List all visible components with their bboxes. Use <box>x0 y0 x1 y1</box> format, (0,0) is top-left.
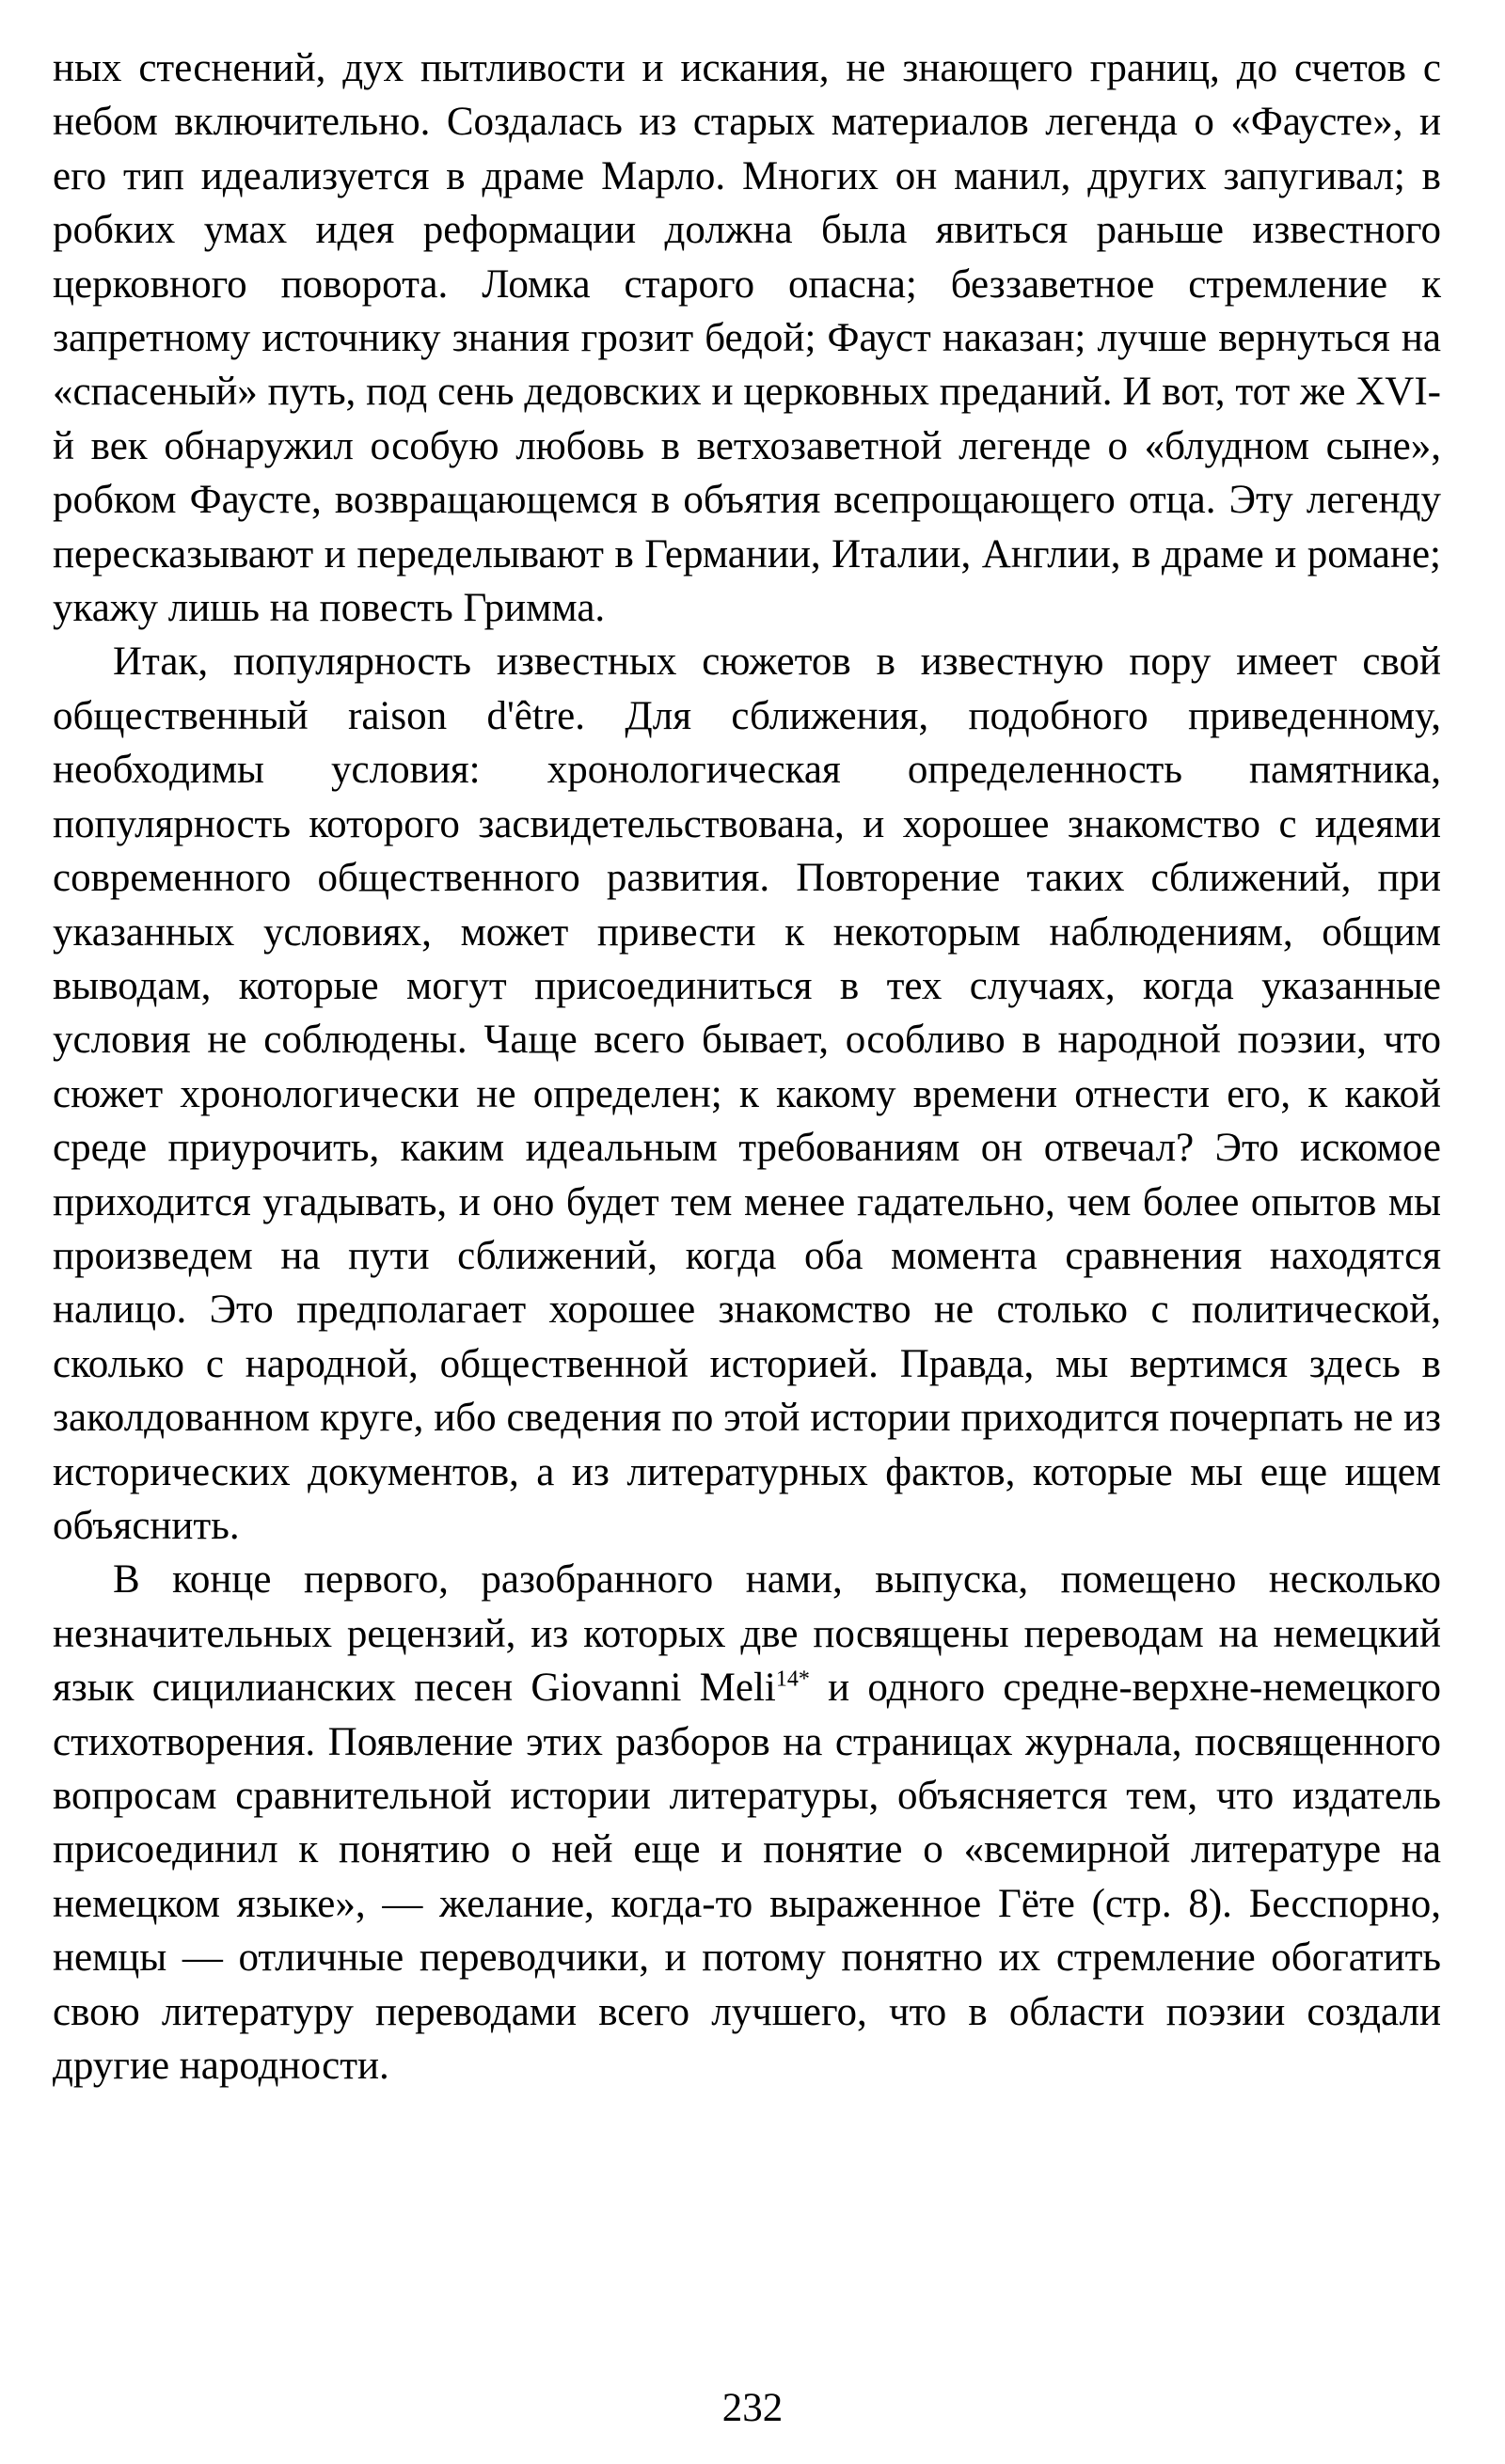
paragraph-2: Итак, популярность известных сюжетов в известную пору имеет свой общественный raison d'être. Для сближения, подобного приведенному, необходимы условия: хронологическая определенность памятника, популярность которого засвидетельствована, и хорошее знакомство с идеями современного общественного развития. Повторение таких сближений, при указанных условиях, может привести к некоторым наблюдениям, общим выводам, которые могут присоединиться в тех случаях, когда указанные условия не соблюдены. Чаще всего бывает, особливо в народной поэзии, что сюжет хронологически не определен; к какому времени отнести его, к какой среде приурочить, каким идеальным требованиям он отвечал? Это искомое приходится угадывать, и оно будет тем менее гадательно, чем более опытов мы произведем на пути сближений, когда оба момента сравнения находятся налицо. Это предполагает хорошее знакомство не столько с политической, сколько с народной, общественной историей. Правда, мы вертимся здесь в заколдованном круге, ибо сведения по этой истории приходится почерпать не из исторических документов, а из литературных фактов, которые мы еще ищем объяснить. <box>53 640 1441 1548</box>
page-body <box>53 41 1441 2093</box>
paragraph-3-text-before-note: В конце первого, разобранного нами, выпуска, помещено несколько незначительных рецензий, из которых две посвящены переводам на немецкий язык сицилианских песен Giovanni Meli <box>53 1557 1441 1711</box>
page-number: 232 <box>721 2386 784 2430</box>
paragraph-1: ных стеснений, дух пытливости и искания, не знающего границ, до счетов с небом включительно. Создалась из старых материалов легенда о «Фаусте», и его тип идеализуется в драме Марло. Многих он манил, других запугивал; в робких умах идея реформации должна была явиться раньше известного церковного поворота. Ломка старого опасна; беззаветное стремление к запретному источнику знания грозит бедой; Фауст наказан; лучше вернуться на «спасеный» путь, под сень дедовских и церковных преданий. И вот, тот же XVI-й век обнаружил особую любовь в ветхозаветной легенде о «блудном сыне», робком Фаусте, возвращающемся в объятия всепрощающего отца. Эту легенду пересказывают и переделывают в Германии, Италии, Англии, в драме и романе; укажу лишь на повесть Гримма. <box>53 46 1441 631</box>
paragraph-3-text-after-note: и одного средне-верхне-немецкого стихотворения. Появление этих разборов на страницах журнала, посвященного вопросам сравнительной истории литературы, объясняется тем, что издатель присоединил к понятию о ней еще и понятие о «всемирной литературе на немецком языке», — желание, когда-то выраженное Гёте (стр. 8). Бесспорно, немцы — отличные переводчики, и потому понятно их стремление обогатить свою литературу переводами всего лучшего, что в области поэзии создали другие народности. <box>53 1666 1442 2089</box>
paragraph-3 <box>53 1553 1441 2093</box>
footnote-marker: 14* <box>775 1666 810 1692</box>
